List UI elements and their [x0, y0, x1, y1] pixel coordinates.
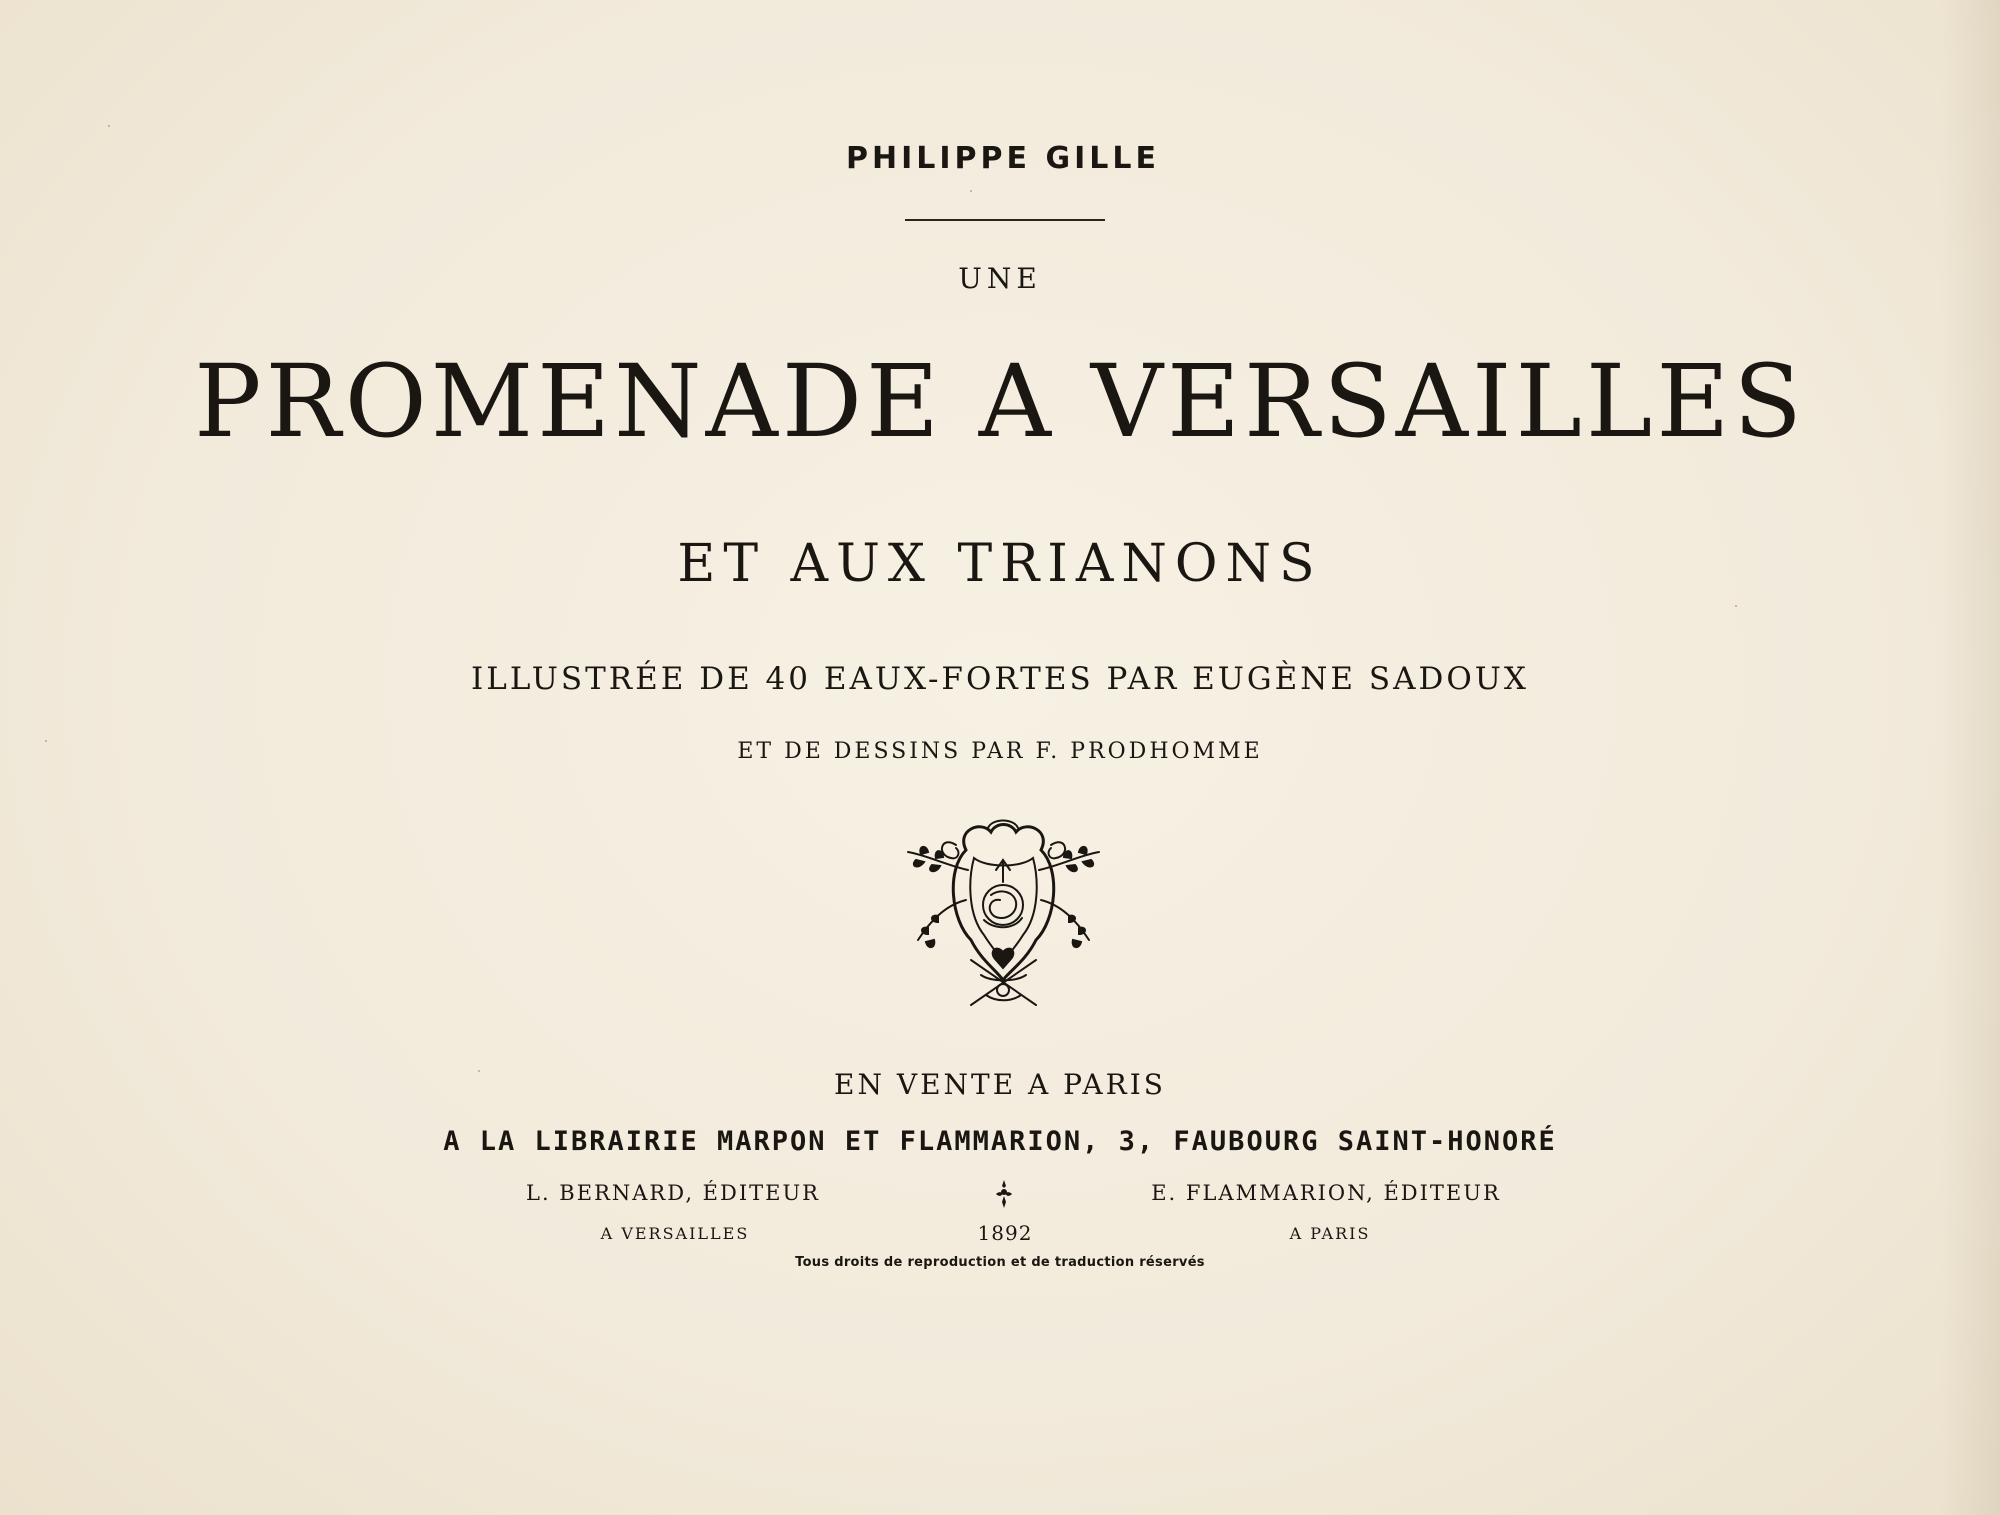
pre-title: UNE [958, 262, 1042, 295]
paper-speck [1735, 605, 1737, 607]
paper-speck [970, 190, 972, 192]
bookshop-address: A LA LIBRAIRIE MARPON ET FLAMMARION, 3, FAUBOURG SAINT-HONORÉ [443, 1126, 1557, 1157]
rights-notice: Tous droits de reproduction et de traduction réservés [795, 1255, 1205, 1270]
sale-location: EN VENTE A PARIS [834, 1068, 1166, 1101]
main-title: PROMENADE A VERSAILLES [194, 343, 1806, 460]
city-left: A VERSAILLES [600, 1224, 750, 1243]
paper-speck [45, 740, 47, 742]
divider-rule [905, 219, 1105, 221]
paper-speck [108, 125, 110, 127]
publisher-right: E. FLAMMARION, ÉDITEUR [1151, 1181, 1501, 1205]
fleuron-icon [992, 1178, 1016, 1210]
publisher-left: L. BERNARD, ÉDITEUR [526, 1181, 820, 1205]
paper-speck [478, 1070, 480, 1072]
publication-year: 1892 [977, 1221, 1033, 1245]
illustration-credit: ILLUSTRÉE DE 40 EAUX-FORTES PAR EUGÈNE SADOUX [471, 661, 1529, 697]
author-name: PHILIPPE GILLE [846, 141, 1160, 176]
subtitle: ET AUX TRIANONS [677, 534, 1323, 594]
city-right: A PARIS [1289, 1224, 1371, 1243]
drawings-credit: ET DE DESSINS PAR F. PRODHOMME [737, 739, 1263, 764]
heraldic-cartouche-icon [896, 810, 1111, 1015]
